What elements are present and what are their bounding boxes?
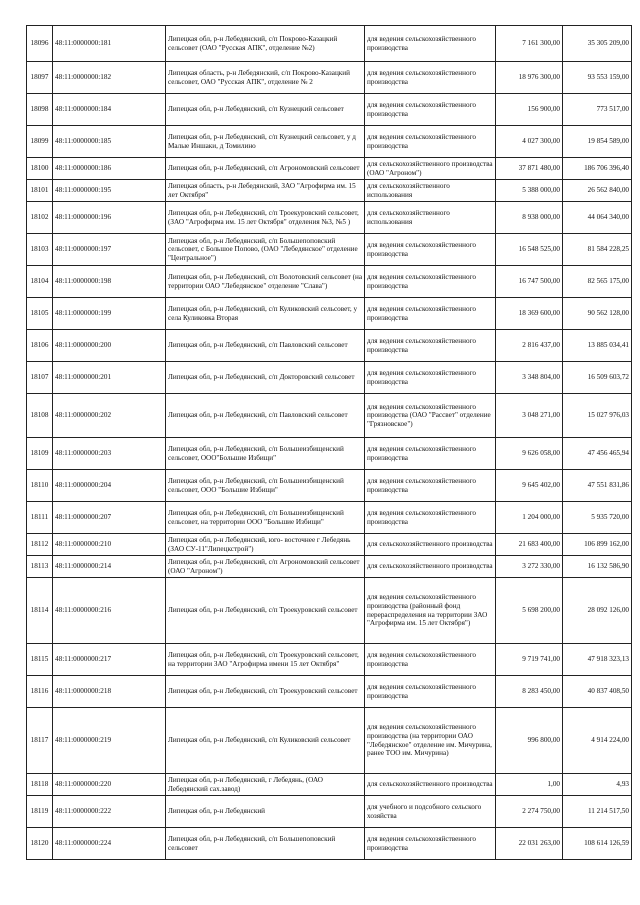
cadastral-value-cell: 47 456 465,94 — [563, 438, 632, 470]
cadastral-value-cell: 19 854 589,00 — [563, 126, 632, 158]
table-row — [27, 394, 632, 438]
table-row — [27, 126, 632, 158]
land-use-cell: для ведения сельскохозяйственного производства — [365, 470, 496, 502]
land-use-cell: для ведения сельскохозяйственного производства (районный фонд перераспределения на территории ЗАО "Агрофирма им. 15 лет Октября") — [365, 578, 496, 644]
area-cell: 9 626 058,00 — [496, 438, 563, 470]
row-number-cell: 18119 — [27, 796, 53, 828]
address-cell: Липецкая обл, р-н Лебедянский, с/п Троекуровский сельсовет, (ЗАО "Агрофирма им. 15 лет Октября" отделения №3, №5 ) — [166, 202, 365, 234]
table-row — [27, 438, 632, 470]
area-cell: 8 283 450,00 — [496, 676, 563, 708]
table-row — [27, 676, 632, 708]
table-row — [27, 234, 632, 266]
cadastral-number-cell: 48:11:0000000:210 — [53, 534, 166, 556]
row-number-cell: 18104 — [27, 266, 53, 298]
row-number-cell: 18116 — [27, 676, 53, 708]
table-row — [27, 578, 632, 644]
land-use-cell: для ведения сельскохозяйственного производства — [365, 438, 496, 470]
address-cell: Липецкая обл, р-н Лебедянский, юго- восточнее г Лебедянь (ЗАО СУ-11"Липецкстрой") — [166, 534, 365, 556]
row-number-cell: 18114 — [27, 578, 53, 644]
cadastral-number-cell: 48:11:0000000:182 — [53, 62, 166, 94]
row-number-cell: 18110 — [27, 470, 53, 502]
address-cell: Липецкая обл, р-н Лебедянский, с/п Агрономовский сельсовет (ОАО "Агроном") — [166, 556, 365, 578]
land-plots-table — [26, 25, 632, 860]
area-cell: 2 274 750,00 — [496, 796, 563, 828]
row-number-cell: 18096 — [27, 26, 53, 62]
address-cell: Липецкая обл, р-н Лебедянский, с/п Большепоповский сельсовет, с Большое Попово, (ОАО "Лебедянское" отделение "Центральное") — [166, 234, 365, 266]
land-use-cell: для сельскохозяйственного использования — [365, 202, 496, 234]
cadastral-number-cell: 48:11:0000000:202 — [53, 394, 166, 438]
address-cell: Липецкая обл, р-н Лебедянский, с/п Троекуровский сельсовет, на территории ЗАО "Агрофирма имени 15 лет Октября" — [166, 644, 365, 676]
cadastral-value-cell: 81 584 228,25 — [563, 234, 632, 266]
cadastral-number-cell: 48:11:0000000:199 — [53, 298, 166, 330]
land-use-cell: для ведения сельскохозяйственного производства — [365, 266, 496, 298]
cadastral-number-cell: 48:11:0000000:186 — [53, 158, 166, 180]
row-number-cell: 18118 — [27, 774, 53, 796]
cadastral-value-cell: 47 551 831,86 — [563, 470, 632, 502]
address-cell: Липецкая обл, р-н Лебедянский, с/п Троекуровский сельсовет — [166, 578, 365, 644]
area-cell: 1,00 — [496, 774, 563, 796]
table-row — [27, 502, 632, 534]
row-number-cell: 18098 — [27, 94, 53, 126]
area-cell: 156 900,00 — [496, 94, 563, 126]
area-cell: 3 272 330,00 — [496, 556, 563, 578]
table-row — [27, 708, 632, 774]
cadastral-number-cell: 48:11:0000000:204 — [53, 470, 166, 502]
cadastral-number-cell: 48:11:0000000:214 — [53, 556, 166, 578]
table-row — [27, 774, 632, 796]
cadastral-number-cell: 48:11:0000000:198 — [53, 266, 166, 298]
cadastral-number-cell: 48:11:0000000:197 — [53, 234, 166, 266]
land-use-cell: для ведения сельскохозяйственного производства — [365, 330, 496, 362]
area-cell: 5 698 200,00 — [496, 578, 563, 644]
area-cell: 18 369 600,00 — [496, 298, 563, 330]
row-number-cell: 18099 — [27, 126, 53, 158]
land-use-cell: для сельскохозяйственного производства — [365, 556, 496, 578]
cadastral-number-cell: 48:11:0000000:222 — [53, 796, 166, 828]
cadastral-value-cell: 28 092 126,00 — [563, 578, 632, 644]
cadastral-number-cell: 48:11:0000000:181 — [53, 26, 166, 62]
row-number-cell: 18101 — [27, 180, 53, 202]
area-cell: 1 204 000,00 — [496, 502, 563, 534]
area-cell: 996 800,00 — [496, 708, 563, 774]
address-cell: Липецкая обл, р-н Лебедянский, с/п Кузнецкий сельсовет, у д Малые Иншаки, д Томилино — [166, 126, 365, 158]
land-use-cell: для ведения сельскохозяйственного производства (на территории ОАО "Лебедянское" отделение им. Мичурина, ранее ТОО им. Мичурина) — [365, 708, 496, 774]
land-use-cell: для ведения сельскохозяйственного производства — [365, 298, 496, 330]
address-cell: Липецкая обл, р-н Лебедянский, с/п Павловский сельсовет — [166, 330, 365, 362]
area-cell: 3 348 804,00 — [496, 362, 563, 394]
address-cell: Липецкая обл, р-н Лебедянский, с/п Большеизбищенский сельсовет, ООО"Большие Избищи" — [166, 438, 365, 470]
cadastral-value-cell: 15 027 976,03 — [563, 394, 632, 438]
cadastral-value-cell: 13 885 034,41 — [563, 330, 632, 362]
address-cell: Липецкая обл, р-н Лебедянский, с/п Волотовский сельсовет (на территории ОАО "Лебедянское" отделение "Слава") — [166, 266, 365, 298]
cadastral-value-cell: 4 914 224,00 — [563, 708, 632, 774]
table-row — [27, 180, 632, 202]
table-row — [27, 470, 632, 502]
address-cell: Липецкая область, р-н Лебедянский, с/п Покрово-Казацкий сельсовет, ОАО "Русская АПК", отделение № 2 — [166, 62, 365, 94]
table-row — [27, 828, 632, 860]
cadastral-value-cell: 108 614 126,59 — [563, 828, 632, 860]
table-body — [27, 26, 632, 860]
cadastral-number-cell: 48:11:0000000:195 — [53, 180, 166, 202]
table-row — [27, 362, 632, 394]
row-number-cell: 18103 — [27, 234, 53, 266]
table-row — [27, 26, 632, 62]
row-number-cell: 18120 — [27, 828, 53, 860]
area-cell: 7 161 300,00 — [496, 26, 563, 62]
area-cell: 21 683 400,00 — [496, 534, 563, 556]
cadastral-value-cell: 26 562 840,00 — [563, 180, 632, 202]
address-cell: Липецкая обл, р-н Лебедянский, с/п Большеизбищенский сельсовет, ООО "Большие Избищи" — [166, 470, 365, 502]
land-use-cell: для сельскохозяйственного производства — [365, 774, 496, 796]
table-row — [27, 202, 632, 234]
cadastral-number-cell: 48:11:0000000:203 — [53, 438, 166, 470]
land-use-cell: для сельскохозяйственного производства — [365, 534, 496, 556]
table-row — [27, 94, 632, 126]
row-number-cell: 18107 — [27, 362, 53, 394]
land-use-cell: для ведения сельскохозяйственного производства — [365, 676, 496, 708]
area-cell: 16 747 500,00 — [496, 266, 563, 298]
cadastral-value-cell: 4,93 — [563, 774, 632, 796]
area-cell: 8 938 000,00 — [496, 202, 563, 234]
row-number-cell: 18112 — [27, 534, 53, 556]
address-cell: Липецкая обл, р-н Лебедянский, с/п Троекуровский сельсовет — [166, 676, 365, 708]
address-cell: Липецкая обл, р-н Лебедянский, с/п Большепоповский сельсовет — [166, 828, 365, 860]
address-cell: Липецкая обл, р-н Лебедянский, с/п Кузнецкий сельсовет — [166, 94, 365, 126]
area-cell: 9 645 402,00 — [496, 470, 563, 502]
row-number-cell: 18111 — [27, 502, 53, 534]
area-cell: 37 871 480,00 — [496, 158, 563, 180]
land-use-cell: для ведения сельскохозяйственного производства — [365, 828, 496, 860]
cadastral-number-cell: 48:11:0000000:217 — [53, 644, 166, 676]
row-number-cell: 18113 — [27, 556, 53, 578]
cadastral-number-cell: 48:11:0000000:185 — [53, 126, 166, 158]
address-cell: Липецкая обл, р-н Лебедянский, с/п Докторовский сельсовет — [166, 362, 365, 394]
table-row — [27, 644, 632, 676]
table-row — [27, 298, 632, 330]
cadastral-value-cell: 773 517,00 — [563, 94, 632, 126]
area-cell: 5 388 000,00 — [496, 180, 563, 202]
area-cell: 18 976 300,00 — [496, 62, 563, 94]
cadastral-number-cell: 48:11:0000000:218 — [53, 676, 166, 708]
land-use-cell: для ведения сельскохозяйственного производства — [365, 62, 496, 94]
area-cell: 4 027 300,00 — [496, 126, 563, 158]
row-number-cell: 18097 — [27, 62, 53, 94]
row-number-cell: 18108 — [27, 394, 53, 438]
table-row — [27, 62, 632, 94]
cadastral-number-cell: 48:11:0000000:220 — [53, 774, 166, 796]
cadastral-value-cell: 93 553 159,00 — [563, 62, 632, 94]
cadastral-number-cell: 48:11:0000000:216 — [53, 578, 166, 644]
area-cell: 9 719 741,00 — [496, 644, 563, 676]
cadastral-value-cell: 35 305 209,00 — [563, 26, 632, 62]
address-cell: Липецкая обл, р-н Лебедянский, с/п Куликовский сельсовет, у села Куликовка Вторая — [166, 298, 365, 330]
cadastral-number-cell: 48:11:0000000:201 — [53, 362, 166, 394]
table-row — [27, 266, 632, 298]
cadastral-value-cell: 82 565 175,00 — [563, 266, 632, 298]
address-cell: Липецкая область, р-н Лебедянский, ЗАО "Агрофирма им. 15 лет Октября" — [166, 180, 365, 202]
land-use-cell: для ведения сельскохозяйственного производства — [365, 234, 496, 266]
land-use-cell: для сельскохозяйственного использования — [365, 180, 496, 202]
address-cell: Липецкая обл, р-н Лебедянский, г Лебедянь, (ОАО Лебедянский сах.завод) — [166, 774, 365, 796]
table-row — [27, 330, 632, 362]
land-use-cell: для ведения сельскохозяйственного производства — [365, 362, 496, 394]
cadastral-number-cell: 48:11:0000000:207 — [53, 502, 166, 534]
land-use-cell: для ведения сельскохозяйственного производства — [365, 26, 496, 62]
area-cell: 3 048 271,00 — [496, 394, 563, 438]
document-page — [26, 25, 629, 860]
cadastral-number-cell: 48:11:0000000:200 — [53, 330, 166, 362]
area-cell: 2 816 437,00 — [496, 330, 563, 362]
cadastral-value-cell: 47 918 323,13 — [563, 644, 632, 676]
address-cell: Липецкая обл, р-н Лебедянский, с/п Павловский сельсовет — [166, 394, 365, 438]
land-use-cell: для сельскохозяйственного производства (ОАО "Агроном") — [365, 158, 496, 180]
land-use-cell: для ведения сельскохозяйственного производства — [365, 502, 496, 534]
cadastral-value-cell: 40 837 408,50 — [563, 676, 632, 708]
row-number-cell: 18100 — [27, 158, 53, 180]
cadastral-value-cell: 186 706 396,40 — [563, 158, 632, 180]
land-use-cell: для ведения сельскохозяйственного производства — [365, 126, 496, 158]
cadastral-number-cell: 48:11:0000000:184 — [53, 94, 166, 126]
table-row — [27, 534, 632, 556]
table-row — [27, 796, 632, 828]
row-number-cell: 18109 — [27, 438, 53, 470]
row-number-cell: 18117 — [27, 708, 53, 774]
address-cell: Липецкая обл, р-н Лебедянский — [166, 796, 365, 828]
cadastral-value-cell: 16 509 603,72 — [563, 362, 632, 394]
cadastral-value-cell: 5 935 720,00 — [563, 502, 632, 534]
cadastral-value-cell: 16 132 586,90 — [563, 556, 632, 578]
address-cell: Липецкая обл, р-н Лебедянский, с/п Покрово-Казацкий сельсовет (ОАО "Русская АПК", отделение №2) — [166, 26, 365, 62]
cadastral-number-cell: 48:11:0000000:219 — [53, 708, 166, 774]
address-cell: Липецкая обл, р-н Лебедянский, с/п Куликовский сельсовет — [166, 708, 365, 774]
table-row — [27, 158, 632, 180]
land-use-cell: для ведения сельскохозяйственного производства — [365, 94, 496, 126]
cadastral-number-cell: 48:11:0000000:196 — [53, 202, 166, 234]
table-row — [27, 556, 632, 578]
cadastral-number-cell: 48:11:0000000:224 — [53, 828, 166, 860]
area-cell: 16 548 525,00 — [496, 234, 563, 266]
land-use-cell: для учебного и подсобного сельского хозяйства — [365, 796, 496, 828]
address-cell: Липецкая обл, р-н Лебедянский, с/п Агрономовский сельсовет — [166, 158, 365, 180]
cadastral-value-cell: 11 214 517,50 — [563, 796, 632, 828]
land-use-cell: для ведения сельскохозяйственного производства — [365, 644, 496, 676]
address-cell: Липецкая обл, р-н Лебедянский, с/п Большеизбищенский сельсовет, на территории ООО "Большие Избищи" — [166, 502, 365, 534]
row-number-cell: 18105 — [27, 298, 53, 330]
land-use-cell: для ведения сельскохозяйственного производства (ОАО "Рассвет" отделение "Грязновское") — [365, 394, 496, 438]
row-number-cell: 18106 — [27, 330, 53, 362]
cadastral-value-cell: 106 899 162,00 — [563, 534, 632, 556]
area-cell: 22 031 263,00 — [496, 828, 563, 860]
cadastral-value-cell: 90 562 128,00 — [563, 298, 632, 330]
row-number-cell: 18102 — [27, 202, 53, 234]
row-number-cell: 18115 — [27, 644, 53, 676]
cadastral-value-cell: 44 064 340,00 — [563, 202, 632, 234]
